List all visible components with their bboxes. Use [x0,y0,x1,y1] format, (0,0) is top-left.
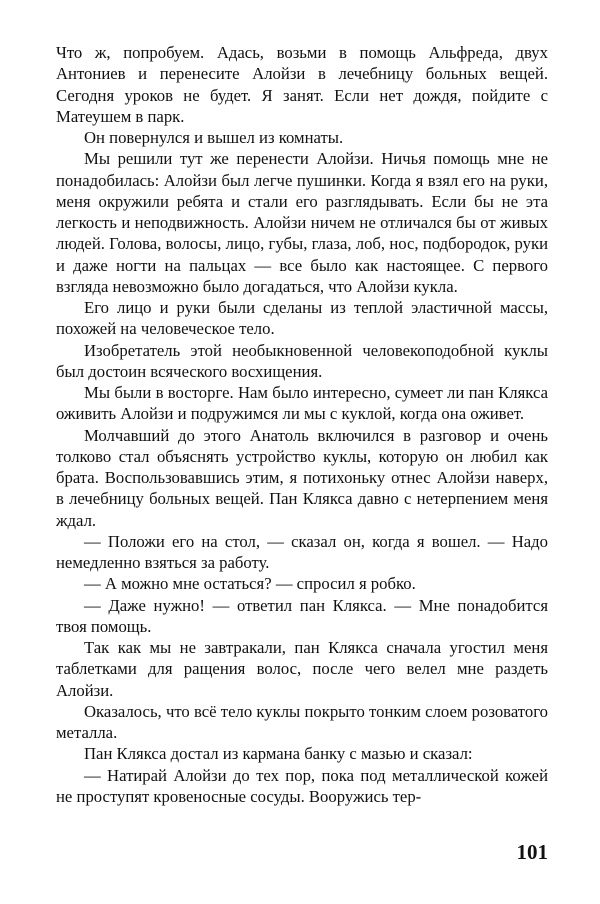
paragraph: Так как мы не завтракали, пан Клякса сначала угостил меня таблетками для ращения волос, после чего велел мне раздеть Алойзи. [56,638,548,700]
paragraph: Изобретатель этой необыкновенной человекоподобной куклы был достоин всяческого восхищения. [56,340,548,381]
paragraph: Он повернулся и вышел из комнаты. [84,128,344,147]
paragraph: — Даже нужно! — ответил пан Клякса. — Мне понадобится твоя помощь. [56,595,548,636]
paragraph: — А можно мне остаться? — спросил я робко. [84,574,416,594]
paragraph: Мы были в восторге. Нам было интересно, сумеет ли пан Клякса оживить Алойзи и подружимся ли мы с куклой, когда она оживет. [56,383,548,424]
paragraph: Что ж, попробуем. Адась, возьми в помощь Альфреда, двух Антониев и перенесите Алойзи в лечебницу больных вещей. Сегодня уроков не будет. Я занят. Если нет дождя, пойдите с Матеушем в парк. [56,43,548,126]
paragraph: — Положи его на стол, — сказал он, когда я вошел. — Надо немедленно взяться за работу. [56,531,548,572]
paragraph: Мы решили тут же перенести Алойзи. Ничья помощь мне не понадобилась: Алойзи был легче пушинки. Когда я взял его на руки, меня окружили ребята и стали его разглядывать. Если бы не эта легкость и неподвижность. Алойзи ничем не отличался бы от живых людей. Голова, волосы, лицо, губы, глаза, лоб, нос, подбородок, руки и даже ногти на пальцах — все было как настоящее. С первого взгляда невозможно было догадаться, что Алойзи кукла. [56,149,548,296]
paragraph: — Натирай Алойзи до тех пор, пока под металлической кожей не проступят кровеносные сосуды. Вооружись тер- [56,765,548,806]
paragraph: Его лицо и руки были сделаны из теплой эластичной массы, похожей на человеческое тело. [56,298,548,339]
body-text [56,42,548,807]
page-number: 101 [516,840,548,864]
paragraph: Молчавший до этого Анатоль включился в разговор и очень толково стал объяснять устройство куклы, которую он любил как брата. Воспользовавшись этим, я потихоньку отнес Алойзи наверх, в лечебницу больных вещей. Пан Клякса давно с нетерпением меня ждал. [56,425,548,530]
paragraph: Оказалось, что всё тело куклы покрыто тонким слоем розоватого металла. [56,701,548,742]
paragraph: Пан Клякса достал из кармана банку с мазью и сказал: [84,744,473,764]
